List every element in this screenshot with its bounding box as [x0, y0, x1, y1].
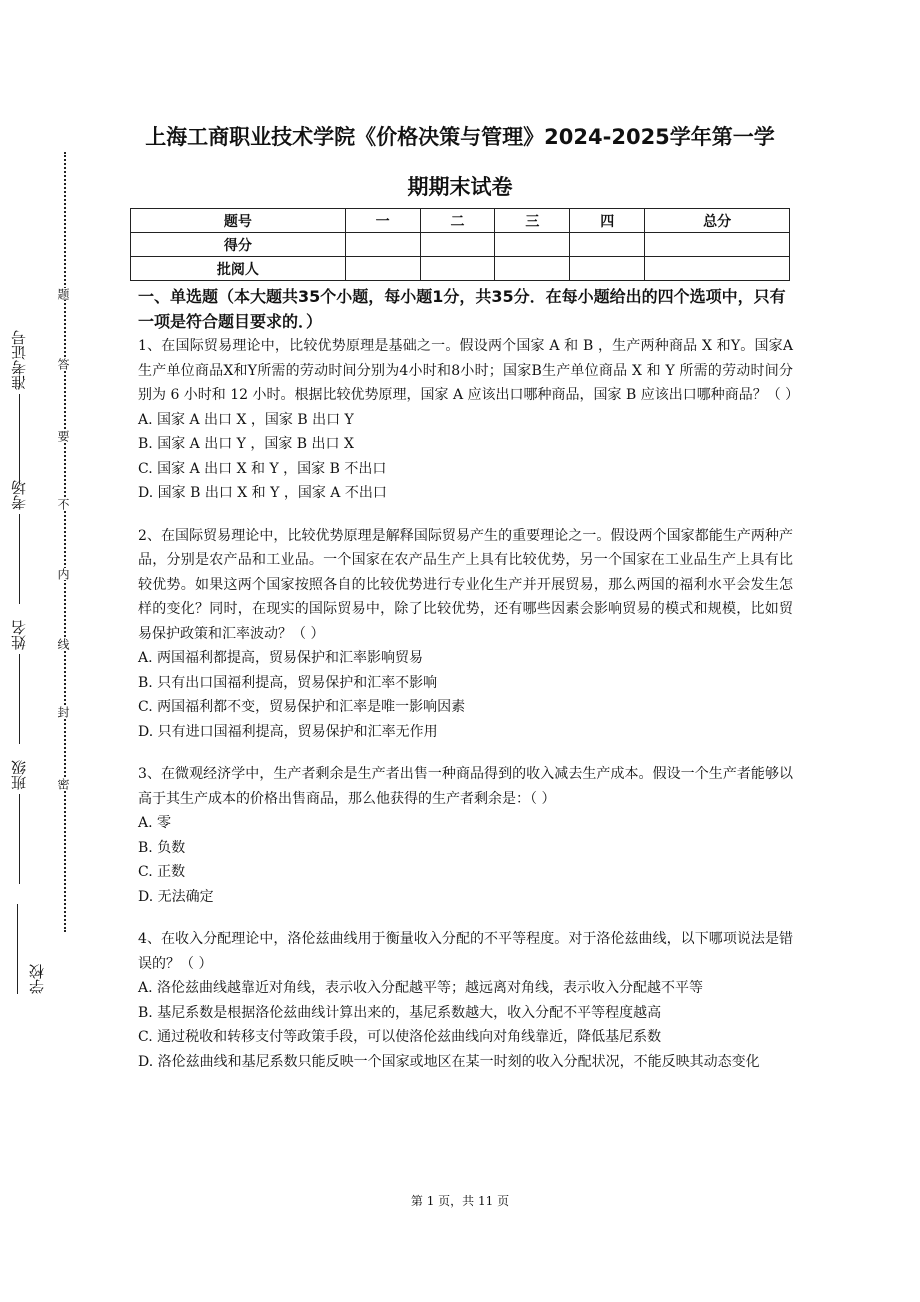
class-field — [8, 760, 48, 884]
option-b[interactable]: B. 只有出口国福利提高，贸易保护和汇率不影响 — [138, 674, 438, 691]
question-stem: 4、在收入分配理论中，洛伦兹曲线用于衡量收入分配的不平等程度。对于洛伦兹曲线，以下哪项说法是错误的？（ ） — [138, 931, 793, 972]
score-cell[interactable] — [645, 233, 790, 257]
option-c[interactable]: C. 正数 — [138, 864, 186, 880]
seal-char: 内 — [56, 568, 70, 580]
exam-title — [120, 112, 800, 212]
question-1 — [138, 334, 800, 506]
exam-room-field — [8, 480, 48, 604]
option-d[interactable]: D. 只有进口国福利提高，贸易保护和汇率无作用 — [138, 723, 438, 740]
option-b[interactable]: B. 负数 — [138, 839, 186, 856]
score-header-cell: 一 — [345, 209, 420, 233]
exam-content — [138, 284, 800, 1092]
option-d[interactable]: D. 国家 B 出口 X 和 Y ，国家 A 不出口 — [138, 485, 387, 501]
question-3 — [138, 762, 793, 909]
score-header-cell: 四 — [570, 209, 645, 233]
exam-number-field — [8, 330, 48, 484]
reviewer-cell[interactable] — [345, 257, 420, 281]
section-heading: 一、单选题（本大题共35个小题，每小题1分，共35分．在每小题给出的四个选项中，只有一项是符合题目要求的．） — [138, 287, 786, 331]
option-d[interactable]: D. 无法确定 — [138, 888, 214, 905]
reviewer-cell[interactable] — [420, 257, 495, 281]
question-2 — [138, 524, 793, 745]
page-footer: 第 1 页，共 11 页 — [410, 1194, 510, 1208]
reviewer-row-label: 批阅人 — [131, 257, 346, 281]
score-header-cell: 二 — [420, 209, 495, 233]
reviewer-cell[interactable] — [495, 257, 570, 281]
score-header-row — [131, 209, 790, 233]
question-stem: 2、在国际贸易理论中，比较优势原理是解释国际贸易产生的重要理论之一。假设两个国家都能生产两种产品，分别是农产品和工业品。一个国家在农产品生产上具有比较优势，另一个国家在工业品生产上具有比较优势。如果这两个国家按照各自的比较优势进行专业化生产并开展贸易，那么两国的福利水平会发生怎样的变化？同时，在现实的国际贸易中，除了比较优势，还有哪些因素会影响贸易的模式和规模，比如贸易保护政策和汇率波动？（ ） — [138, 527, 793, 642]
option-b[interactable]: B. 国家 A 出口 Y ，国家 B 出口 X — [138, 436, 354, 452]
question-stem: 3、在微观经济学中，生产者剩余是生产者出售一种商品得到的收入减去生产成本。假设一个生产者能够以高于其生产成本的价格出售商品，那么他获得的生产者剩余是：（ ） — [138, 766, 793, 807]
exam-room-label: 考场 — [10, 480, 28, 510]
seal-char: 答 — [56, 358, 70, 370]
option-a[interactable]: A. 两国福利都提高，贸易保护和汇率影响贸易 — [138, 650, 424, 666]
score-cell[interactable] — [570, 233, 645, 257]
title-line-2: 期期末试卷 — [407, 175, 513, 199]
binding-margin — [0, 140, 80, 994]
score-header-cell: 题号 — [131, 209, 346, 233]
option-c[interactable]: C. 国家 A 出口 X 和 Y ，国家 B 不出口 — [138, 460, 387, 477]
score-header-cell: 三 — [495, 209, 570, 233]
school-field — [8, 900, 48, 994]
score-header-cell: 总分 — [645, 209, 790, 233]
option-b[interactable]: B. 基尼系数是根据洛伦兹曲线计算出来的，基尼系数越大，收入分配不平等程度越高 — [138, 1004, 662, 1021]
option-a[interactable]: A. 洛伦兹曲线越靠近对角线，表示收入分配越平等；越远离对角线，表示收入分配越不平等 — [138, 980, 704, 996]
option-a[interactable]: A. 零 — [138, 815, 172, 831]
class-label: 班级 — [10, 760, 28, 790]
title-line-1: 上海工商职业技术学院《价格决策与管理》2024-2025学年第一学 — [145, 125, 775, 149]
binding-dotted-line — [64, 152, 66, 932]
school-label: 学校 — [28, 964, 46, 994]
exam-number-label: 准考证号 — [10, 330, 28, 390]
seal-char: 不 — [56, 498, 70, 510]
seal-char: 线 — [56, 638, 70, 650]
option-c[interactable]: C. 两国福利都不变，贸易保护和汇率是唯一影响因素 — [138, 699, 466, 715]
reviewer-cell[interactable] — [645, 257, 790, 281]
seal-char: 要 — [56, 430, 70, 442]
seal-char: 题 — [56, 288, 70, 300]
score-row-label: 得分 — [131, 233, 346, 257]
score-cell[interactable] — [495, 233, 570, 257]
name-field — [8, 620, 48, 744]
option-d[interactable]: D. 洛伦兹曲线和基尼系数只能反映一个国家或地区在某一时刻的收入分配状况，不能反映其动态变化 — [138, 1053, 760, 1070]
reviewer-row — [131, 257, 790, 281]
question-4 — [138, 927, 793, 1074]
score-cell[interactable] — [345, 233, 420, 257]
question-stem: 1、在国际贸易理论中，比较优势原理是基础之一。假设两个国家 A 和 B ，生产两种商品 X 和Y。国家A生产单位商品X和Y所需的劳动时间分别为4小时和8小时；国家B生产单位商品 X 和 Y 所需的劳动时间分别为 6 小时和 12 小时。根据比较优势原理，国家 A 应该出口哪种商品，国家 B 应该出口哪种商品？（ ） — [138, 338, 800, 403]
seal-char: 封 — [56, 706, 70, 718]
seal-char: 密 — [56, 778, 70, 790]
score-row — [131, 233, 790, 257]
score-table — [130, 208, 790, 281]
option-a[interactable]: A. 国家 A 出口 X ，国家 B 出口 Y — [138, 411, 354, 428]
score-cell[interactable] — [420, 233, 495, 257]
name-label: 姓名 — [10, 620, 28, 650]
option-c[interactable]: C. 通过税收和转移支付等政策手段，可以使洛伦兹曲线向对角线靠近，降低基尼系数 — [138, 1029, 662, 1045]
reviewer-cell[interactable] — [570, 257, 645, 281]
